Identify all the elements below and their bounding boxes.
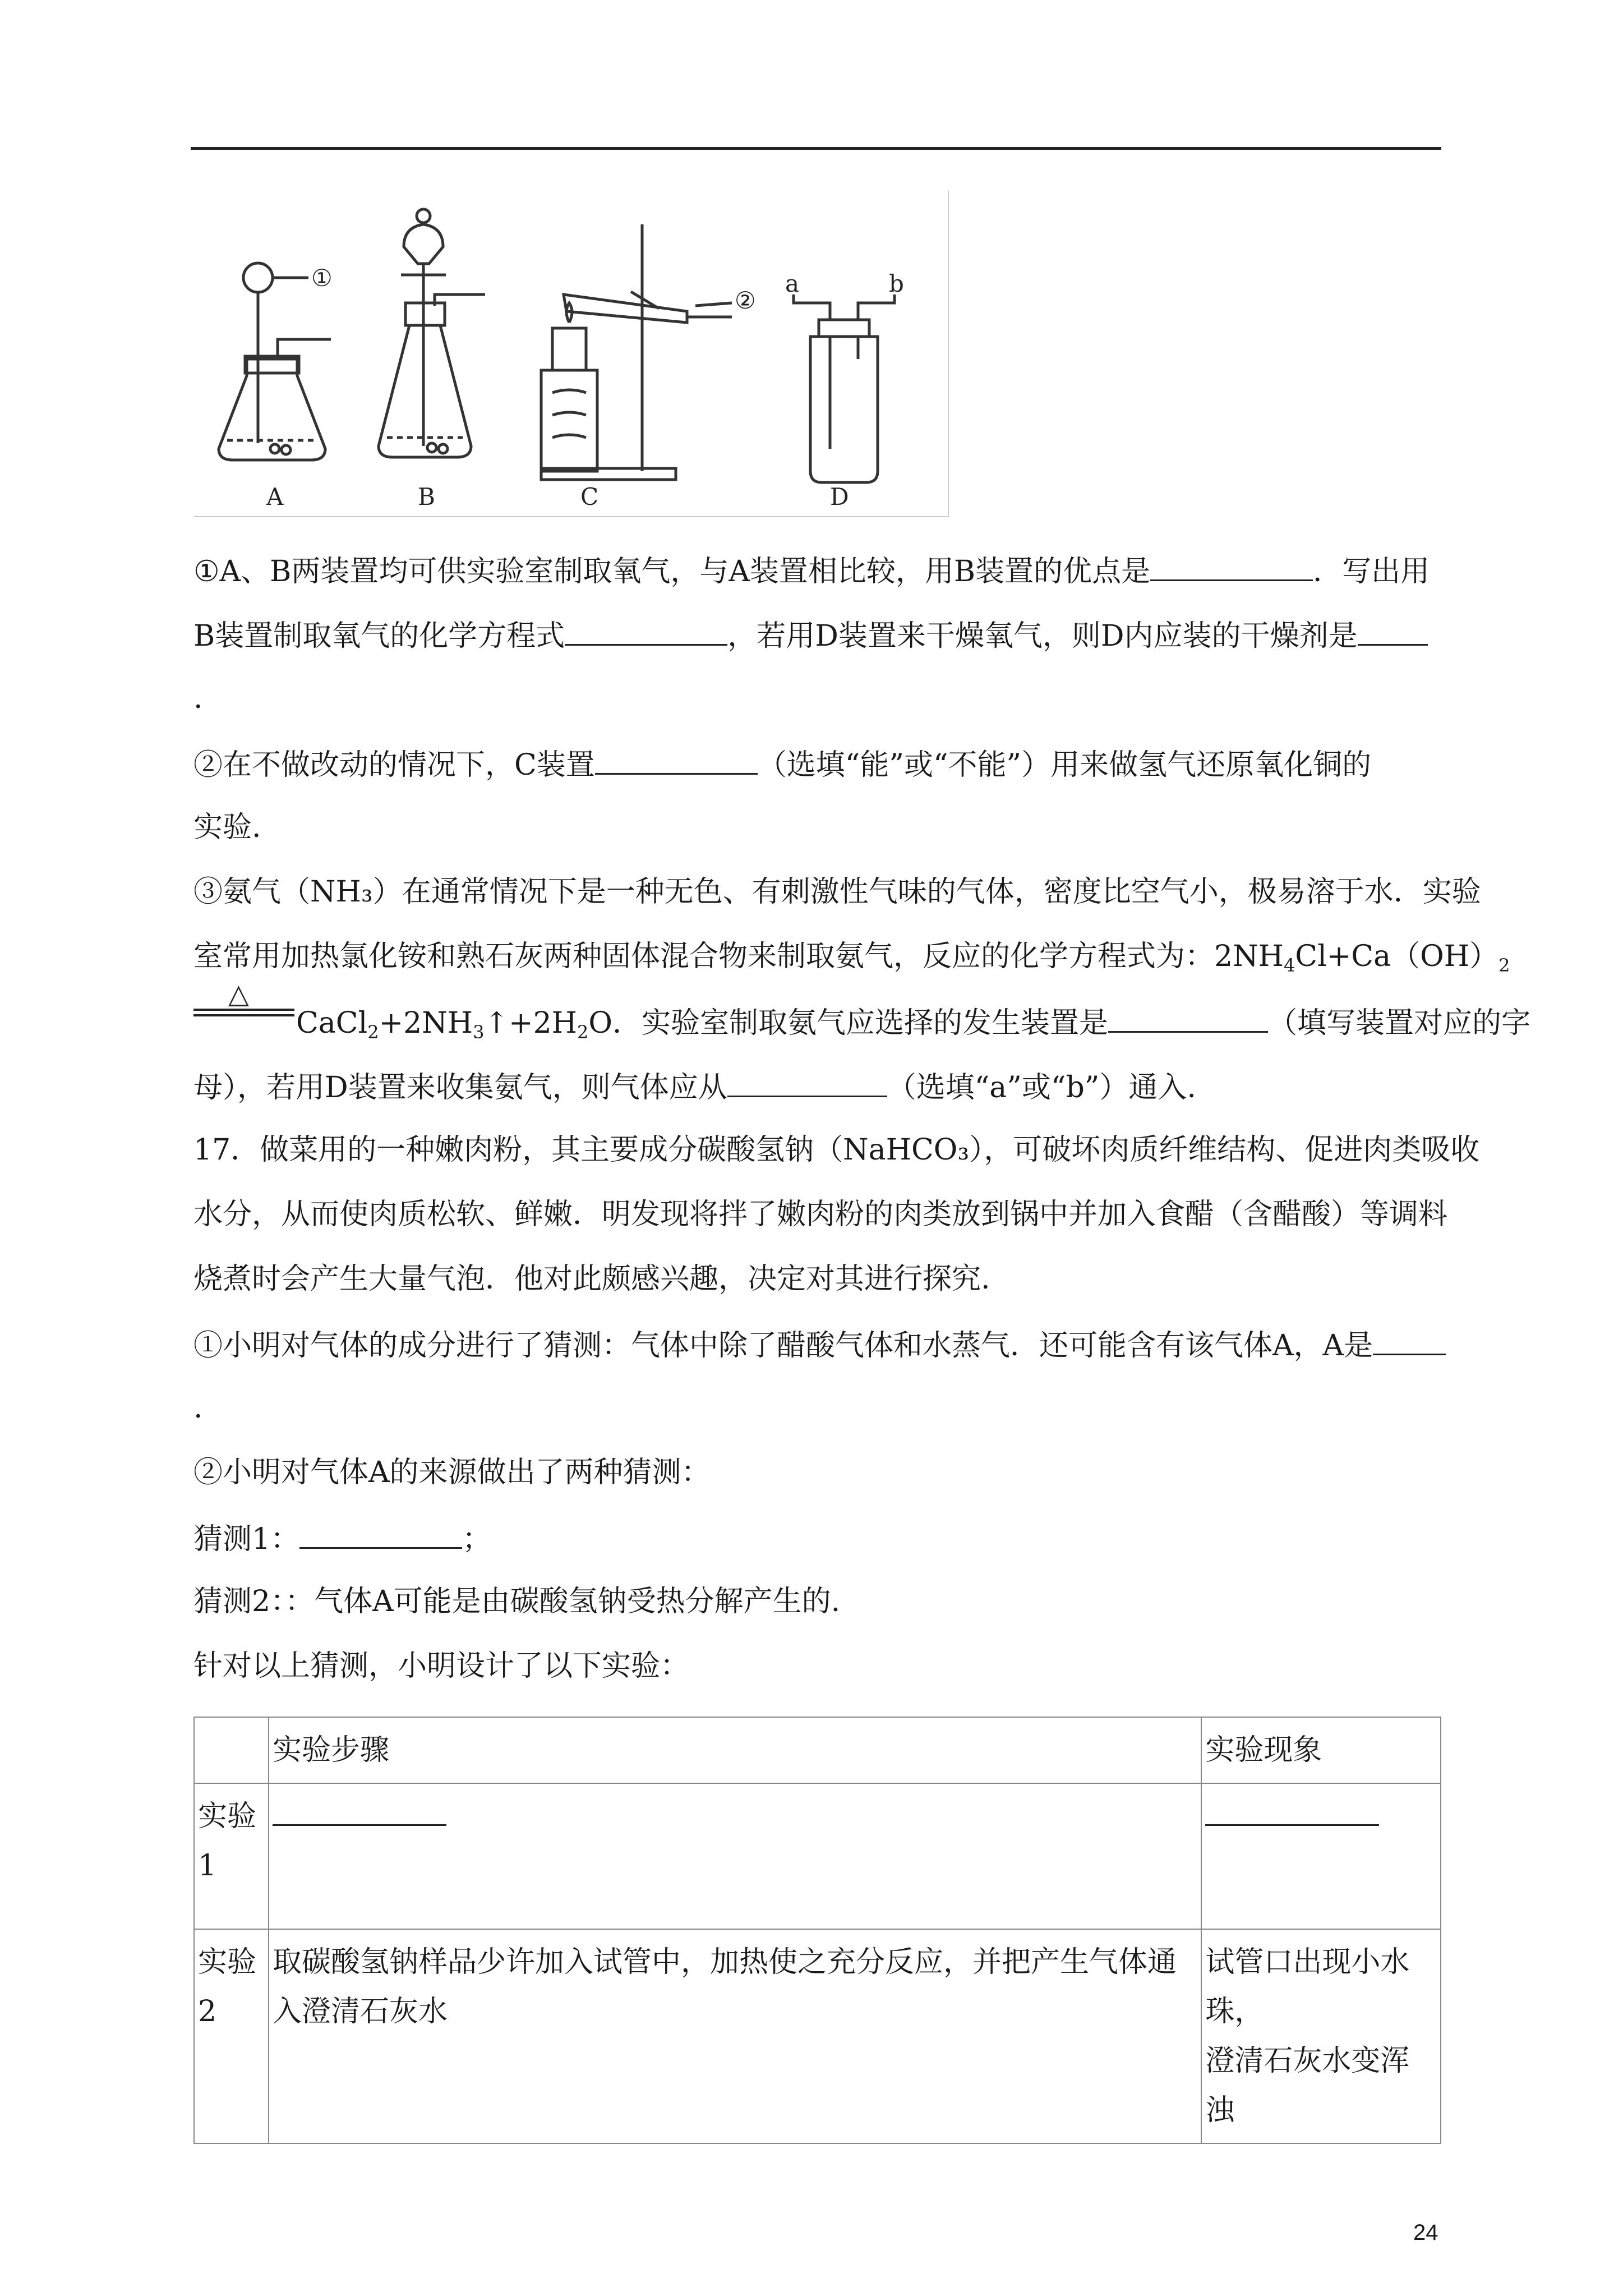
table-row [194,1783,1441,1929]
exp2-steps-cell: 取碳酸氢钠样品少许加入试管中，加热使之充分反应，并把产生气体通入澄清石灰水 [269,1929,1201,2143]
label-d: D [830,483,849,510]
exp2-phenomenon-2: 澄清石灰水变浑浊 [1205,2044,1410,2127]
q16-part2-line1 [193,746,1371,782]
q16-part2-line2: 实验. [193,811,261,844]
text: ，若用D装置来干燥氧气，则D内应装的干燥剂是 [727,619,1358,653]
apparatus-c [541,224,732,480]
callout-2: ② [735,287,756,314]
callout-1: ① [311,264,333,292]
answer-blank[interactable] [1358,617,1428,646]
q17-sub1-line1 [193,1327,1446,1363]
q17-design: 针对以上猜测，小明设计了以下实验： [193,1649,690,1683]
answer-blank[interactable] [299,1520,462,1549]
subscript: 2 [367,1022,379,1043]
tube-label-a: a [785,270,800,297]
q16-part1-line2 [193,617,1428,653]
text: 母），若用D装置来收集氨气，则气体应从 [193,1071,727,1105]
table-row [194,1929,1441,2143]
subscript: 4 [1283,955,1295,976]
exp1-steps-cell [269,1783,1201,1929]
answer-blank[interactable] [1205,1802,1379,1826]
answer-blank[interactable] [1108,1004,1268,1033]
q16-part3-line4 [193,1069,1196,1105]
q16-part3-line1: ③氨气（NH₃）在通常情况下是一种无色、有刺激性气味的气体，密度比空气小，极易溶于水．实验 [193,875,1481,909]
q16-part3-line2 [193,940,1510,982]
text: Cl+Ca（OH） [1295,940,1499,973]
text: ↑+2H [484,1006,578,1040]
label-c: C [580,483,599,510]
q17-intro-line3: 烧煮时会产生大量气泡．他对此颇感兴趣，决定对其进行探究. [193,1262,990,1296]
row-label-exp1: 实验1 [194,1783,269,1929]
text: ②在不做改动的情况下，C装置 [193,748,595,782]
table-cell [194,1717,269,1783]
q16-part1-line1 [193,553,1430,588]
q16-part1-line3: . [193,682,203,715]
experiment-table [193,1717,1441,2144]
exp1-phenomena-cell [1201,1783,1441,1929]
label-b: B [418,483,435,510]
heat-condition-arrow [193,975,294,1025]
text: 猜测1： [193,1522,300,1556]
q16-part3-line3 [296,1004,1530,1049]
answer-blank[interactable] [565,617,727,646]
subscript: 3 [473,1022,485,1043]
text: （选填“能”或“不能”）用来做氢气还原氧化铜的 [757,748,1372,782]
page-number: 24 [1413,2220,1438,2245]
q17-guess2: 猜测2：：气体A可能是由碳酸氢钠受热分解产生的. [193,1585,841,1618]
row-label-exp2: 实验2 [194,1929,269,2143]
exp2-phenomena-cell [1201,1929,1441,2143]
answer-blank[interactable] [727,1069,887,1097]
text: （填写装置对应的字 [1268,1006,1531,1040]
text: B装置制取氧气的化学方程式 [193,619,565,653]
header-rule [191,147,1441,150]
q17-sub2-line1: ②小明对气体A的来源做出了两种猜测： [193,1456,711,1489]
answer-blank[interactable] [273,1802,446,1826]
text: （选填“a”或“b”）通入. [887,1071,1196,1105]
subscript: 2 [1498,955,1510,976]
answer-blank[interactable] [595,746,758,775]
table-header-steps: 实验步骤 [269,1717,1201,1783]
apparatus-b [379,209,485,457]
text: ①小明对气体的成分进行了猜测：气体中除了醋酸气体和水蒸气．还可能含有该气体A，A是 [193,1329,1373,1363]
answer-blank[interactable] [1373,1327,1446,1355]
apparatus-a [219,263,331,460]
heat-symbol: △ [228,978,249,1010]
text: CaCl [296,1006,368,1040]
text: ．写出用 [1313,555,1430,588]
text: ； [462,1522,492,1556]
table-header-row [194,1717,1441,1783]
q17-intro-line2: 水分，从而使肉质松软、鲜嫩．明发现将拌了嫩肉粉的肉类放到锅中并加入食醋（含醋酸）等调料 [193,1198,1448,1231]
apparatus-figure [193,191,949,517]
q17-sub1-line2: . [193,1391,203,1425]
answer-blank[interactable] [1150,553,1313,581]
table-header-phenomena: 实验现象 [1201,1717,1441,1783]
label-a: A [266,483,284,510]
tube-label-b: b [889,270,904,297]
apparatus-d [794,295,895,482]
q17-intro-line1: 17．做菜用的一种嫩肉粉，其主要成分碳酸氢钠（NaHCO₃），可破坏肉质纤维结构、促进肉类吸收 [193,1133,1480,1167]
exp2-phenomenon-1: 试管口出现小水珠， [1205,1945,1410,2028]
q17-guess1 [193,1520,491,1556]
text: ①A、B两装置均可供实验室制取氧气，与A装置相比较，用B装置的优点是 [193,555,1151,588]
text: O．实验室制取氨气应选择的发生装置是 [588,1006,1109,1040]
text: 室常用加热氯化铵和熟石灰两种固体混合物来制取氨气，反应的化学方程式为：2NH [193,940,1284,973]
text: +2NH [379,1006,473,1040]
subscript: 2 [577,1022,589,1043]
